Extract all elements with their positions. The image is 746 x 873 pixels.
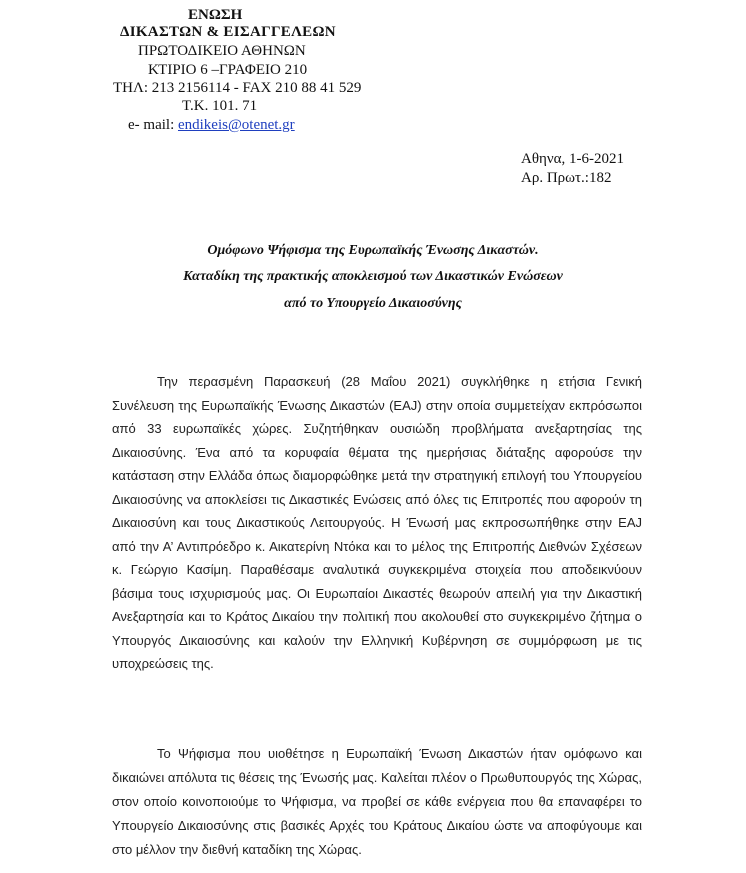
- body-paragraph-1: Την περασμένη Παρασκευή (28 Μαΐου 2021) συγκλήθηκε η ετήσια Γενική Συνέλευση της Ευρωπαϊκής Ένωσης Δικαστών (EAJ) στην οποία συμμετείχαν εκπρόσωποι από 33 ευρωπαϊκές χώρες. Συζητήθηκαν ουσιώδη προβλήματα ανεξαρτησίας της Δικαιοσύνης. Ένα από τα κορυφαία θέματα της ημερήσιας διάταξης αφορούσε την κατάσταση στην Ελλάδα όπως διαμορφώθηκε μετά την στρατηγική επιλογή του Υπουργείου Δικαιοσύνης να αποκλείσει τις Δικαστικές Ενώσεις από όλες τις Επιτροπές που αφορούν τη Δικαιοσύνη και τους Δικαστικούς Λειτουργούς. Η Ένωσή μας εκπροσωπήθηκε στην EAJ από την Α’ Αντιπρόεδρο κ. Αικατερίνη Ντόκα και το μέλος της Επιτροπής Διεθνών Σχέσεων κ. Γεώργιο Κασίμη. Παραθέσαμε αναλυτικά συγκεκριμένα στοιχεία που αποδεικνύουν βάσιμα τους ισχυρισμούς μας. Οι Ευρωπαίοι Δικαστές θεωρούν απειλή για την Δικαστική Ανεξαρτησία και το Κράτος Δικαίου την πολιτική που ακολουθεί στο συγκεκριμένο ζήτημα ο Υπουργός Δικαιοσύνης και καλούν την Ελληνική Κυβέρνηση σε συμμόρφωση με τις υποχρεώσεις της.: [112, 374, 642, 671]
- document-title-line1: Ομόφωνο Ψήφισμα της Ευρωπαϊκής Ένωσης Δικαστών.: [207, 243, 539, 258]
- document-title-line3: από το Υπουργείο Δικαιοσύνης: [284, 296, 462, 311]
- date-block: [521, 150, 624, 188]
- email-line: [128, 116, 295, 134]
- court-name: ΠΡΩΤΟΔΙΚΕΙΟ ΑΘΗΝΩΝ: [138, 43, 306, 59]
- building-office: ΚΤΙΡΙΟ 6 –ΓΡΑΦΕΙΟ 210: [148, 62, 308, 78]
- document-date: Αθηνα, 1-6-2021: [521, 151, 624, 167]
- union-name-line1: ΕΝΩΣΗ: [188, 7, 243, 23]
- protocol-number: Αρ. Πρωτ.:182: [521, 170, 612, 186]
- body-paragraph-1-container: [112, 370, 642, 676]
- union-name-line2: ΔΙΚΑΣΤΩΝ & ΕΙΣΑΓΓΕΛΕΩΝ: [120, 24, 336, 40]
- document-title-line2: Καταδίκη της πρακτικής αποκλεισμού των Δικαστικών Ενώσεων: [183, 269, 563, 284]
- postal-code: Τ.Κ. 101. 71: [182, 98, 258, 114]
- email-link[interactable]: endikeis@otenet.gr: [177, 117, 295, 133]
- phone-fax: ΤΗΛ: 213 2156114 - FAX 210 88 41 529: [113, 80, 362, 96]
- body-paragraph-2-container: [112, 742, 642, 862]
- body-paragraph-2: Το Ψήφισμα που υιοθέτησε η Ευρωπαϊκή Ένωση Δικαστών ήταν ομόφωνο και δικαιώνει απόλυτα τις θέσεις της Ένωσής μας. Καλείται πλέον ο Πρωθυπουργός της Χώρας, στον οποίο κοινοποιούμε το Ψήφισμα, να προβεί σε κάθε ενέργεια που θα επαναφέρει το Υπουργείο Δικαιοσύνης στις βασικές Αρχές του Κράτους Δικαίου ώστε να αποφύγουμε και στο μέλλον την διεθνή καταδίκη της Χώρας.: [112, 746, 642, 857]
- email-label: e- mail:: [128, 117, 178, 133]
